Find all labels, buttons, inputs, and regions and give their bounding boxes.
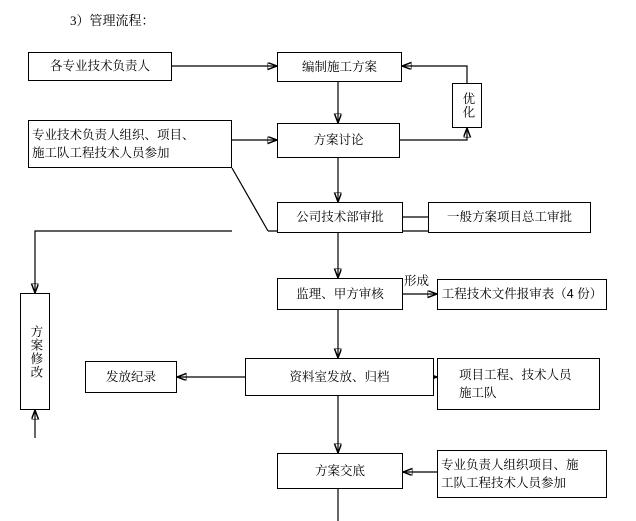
node-organize-participate[interactable]: 专业技术负责人组织、项目、 施工队工程技术人员参加 [28,120,232,168]
node-company-tech-review[interactable]: 公司技术部审批 [277,202,403,233]
node-archive-room[interactable]: 资料室发放、归档 [245,358,434,396]
diagram-title: 3）管理流程： [70,13,155,28]
node-plan-revise[interactable]: 方案修改 [20,293,50,410]
node-plan-discussion[interactable]: 方案讨论 [277,123,400,158]
node-specialists[interactable]: 各专业技术负责人 [28,52,172,81]
node-tech-doc-form[interactable]: 工程技术文件报审表（4 份） [437,279,607,310]
node-general-plan-chief-review[interactable]: 一般方案项目总工审批 [428,202,591,233]
node-leader-organize[interactable]: 专业负责人组织项目、施 工队工程技术人员参加 [437,450,607,498]
node-supervision-review[interactable]: 监理、甲方审核 [277,278,403,310]
label-form: 形成 [404,274,430,288]
node-plan-briefing[interactable]: 方案交底 [277,453,403,489]
node-optimize[interactable]: 优化 [452,83,482,128]
node-compile-plan[interactable]: 编制施工方案 [277,52,402,82]
node-project-staff[interactable]: 项目工程、技术人员 施工队 [437,358,600,410]
node-issue-record[interactable]: 发放纪录 [85,361,177,393]
